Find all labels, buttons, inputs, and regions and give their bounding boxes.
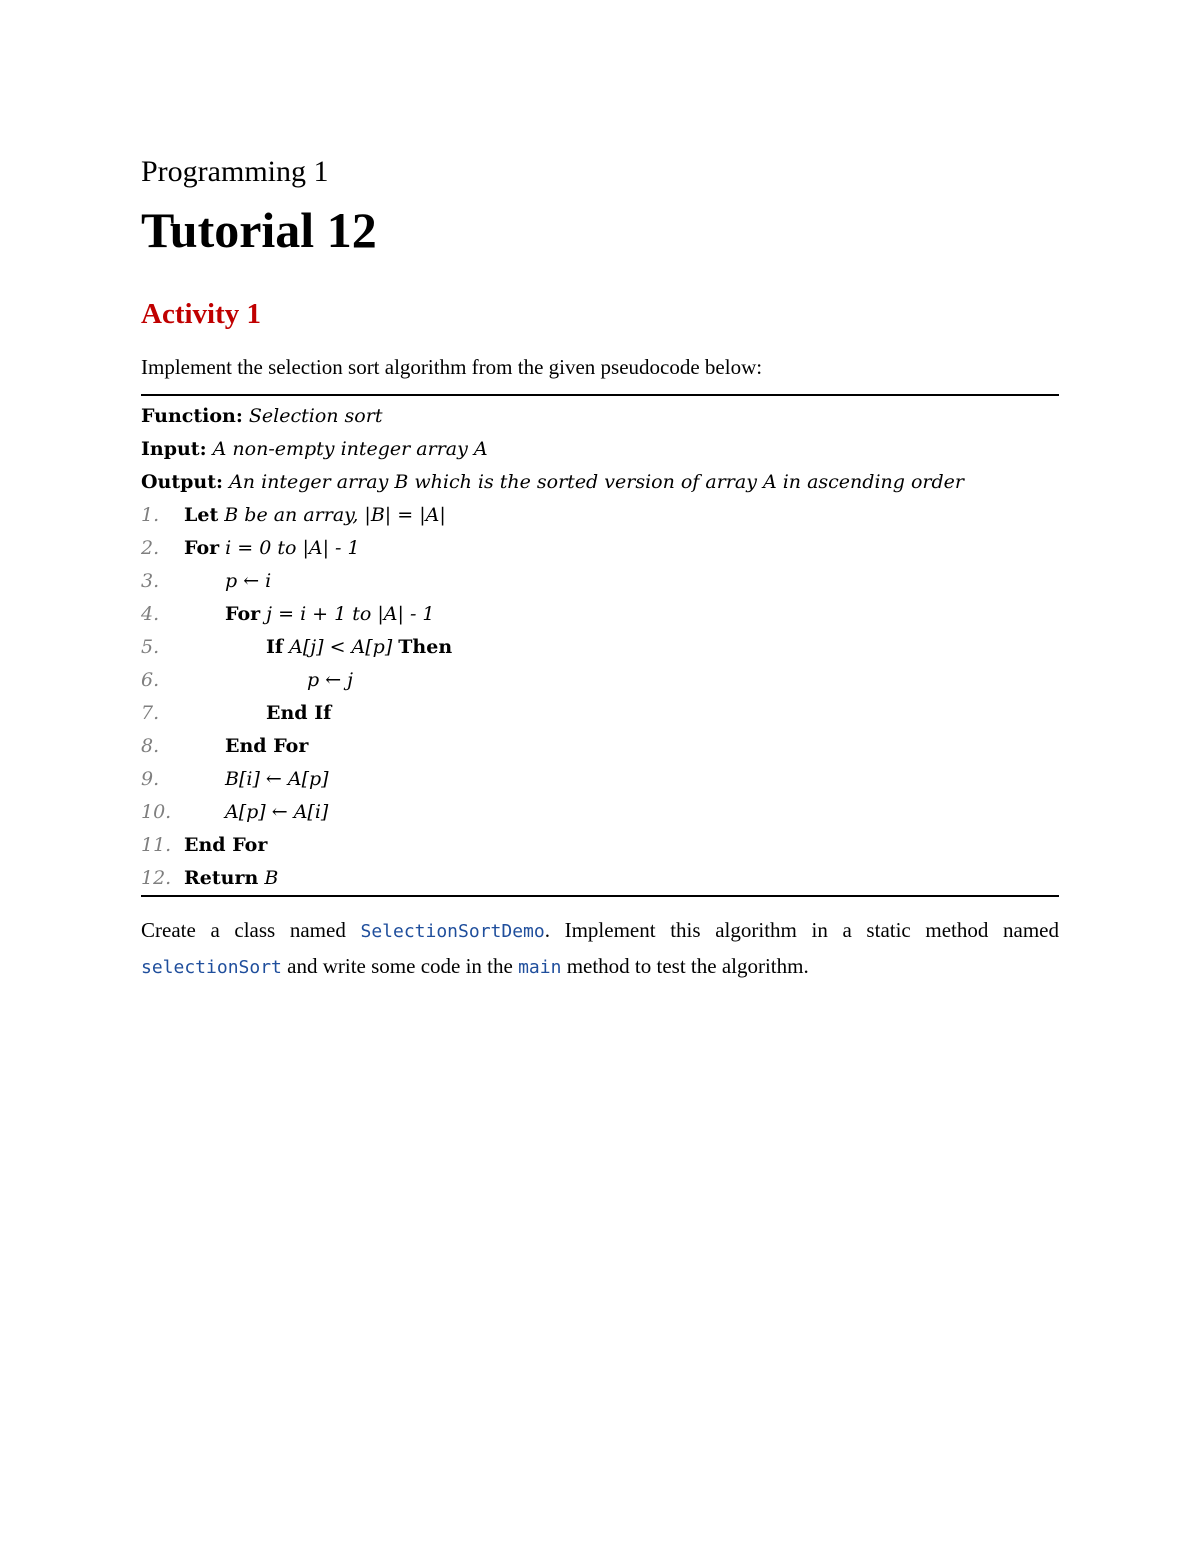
step-body <box>225 565 271 598</box>
pseudocode-step <box>141 829 1059 862</box>
step-number: 7. <box>141 702 160 724</box>
pseudocode-box <box>141 394 1059 897</box>
step-keyword: For <box>184 537 220 559</box>
closing-text-3: and write some code in the <box>281 954 519 978</box>
closing-paragraph <box>141 913 1059 985</box>
step-body <box>225 763 329 796</box>
input-line <box>141 433 1059 466</box>
pseudocode-step <box>141 499 1059 532</box>
step-number: 12. <box>141 867 172 889</box>
step-expression: B <box>258 867 279 889</box>
pseudocode-step <box>141 565 1059 598</box>
step-expression: B[i] ← A[p] <box>225 768 329 790</box>
step-expression: p ← i <box>225 570 272 592</box>
course-name: Programming 1 <box>141 155 329 188</box>
pseudocode-step <box>141 862 1059 895</box>
closing-text-4: method to test the algorithm. <box>561 954 809 978</box>
document-page <box>141 150 1059 985</box>
step-number: 10. <box>141 801 172 823</box>
step-body <box>184 829 267 862</box>
step-number: 1. <box>141 504 160 526</box>
step-number: 2. <box>141 537 160 559</box>
step-body <box>266 697 331 730</box>
step-expression: i = 0 to |A| - 1 <box>219 537 360 559</box>
pseudocode-steps <box>141 499 1059 895</box>
input-label: Input: <box>141 438 207 460</box>
pseudocode-step <box>141 697 1059 730</box>
pseudocode-step <box>141 532 1059 565</box>
step-number: 4. <box>141 603 160 625</box>
step-keyword: End For <box>184 834 268 856</box>
output-label: Output: <box>141 471 224 493</box>
step-body <box>184 499 446 532</box>
page-title: Tutorial 12 <box>141 202 377 258</box>
function-value: Selection sort <box>248 405 383 427</box>
step-number: 6. <box>141 669 160 691</box>
step-body <box>184 862 278 895</box>
pseudocode-step <box>141 763 1059 796</box>
intro-text: Implement the selection sort algorithm from the given pseudocode below: <box>141 355 763 379</box>
method-name-code: selectionSort <box>141 957 282 978</box>
class-name-code: SelectionSortDemo <box>360 921 545 942</box>
step-expression: B be an array, |B| = |A| <box>218 504 446 526</box>
step-keyword: For <box>225 603 261 625</box>
step-body <box>266 631 452 664</box>
step-expression: j = i + 1 to |A| - 1 <box>260 603 435 625</box>
step-number: 5. <box>141 636 160 658</box>
pseudocode-step <box>141 631 1059 664</box>
step-keyword: Return <box>184 867 259 889</box>
step-keyword: End If <box>266 702 332 724</box>
step-number: 9. <box>141 768 160 790</box>
step-body <box>307 664 353 697</box>
step-body <box>225 598 435 631</box>
output-line <box>141 466 1059 499</box>
step-body <box>225 730 308 763</box>
activity-heading: Activity 1 <box>141 298 261 330</box>
step-number: 3. <box>141 570 160 592</box>
pseudocode-step <box>141 664 1059 697</box>
step-body <box>225 796 328 829</box>
pseudocode-step <box>141 796 1059 829</box>
step-keyword: End For <box>225 735 309 757</box>
step-keyword: Let <box>184 504 219 526</box>
step-body <box>184 532 360 565</box>
closing-text-1: Create a class named <box>141 918 361 942</box>
closing-text-2: . Implement this algorithm in a static method named <box>544 918 1059 942</box>
step-expression: A[p] ← A[i] <box>225 801 329 823</box>
step-number: 8. <box>141 735 160 757</box>
input-value: A non-empty integer array A <box>212 438 488 460</box>
step-keyword: If <box>266 636 284 658</box>
step-expression: A[j] < A[p] <box>283 636 399 658</box>
function-label: Function: <box>141 405 243 427</box>
pseudocode-step <box>141 730 1059 763</box>
main-name-code: main <box>518 957 562 978</box>
step-expression: p ← j <box>307 669 354 691</box>
step-keyword: Then <box>398 636 453 658</box>
pseudocode-step <box>141 598 1059 631</box>
output-value: An integer array B which is the sorted version of array A in ascending order <box>229 471 964 493</box>
step-number: 11. <box>141 834 172 856</box>
function-line <box>141 400 1059 433</box>
